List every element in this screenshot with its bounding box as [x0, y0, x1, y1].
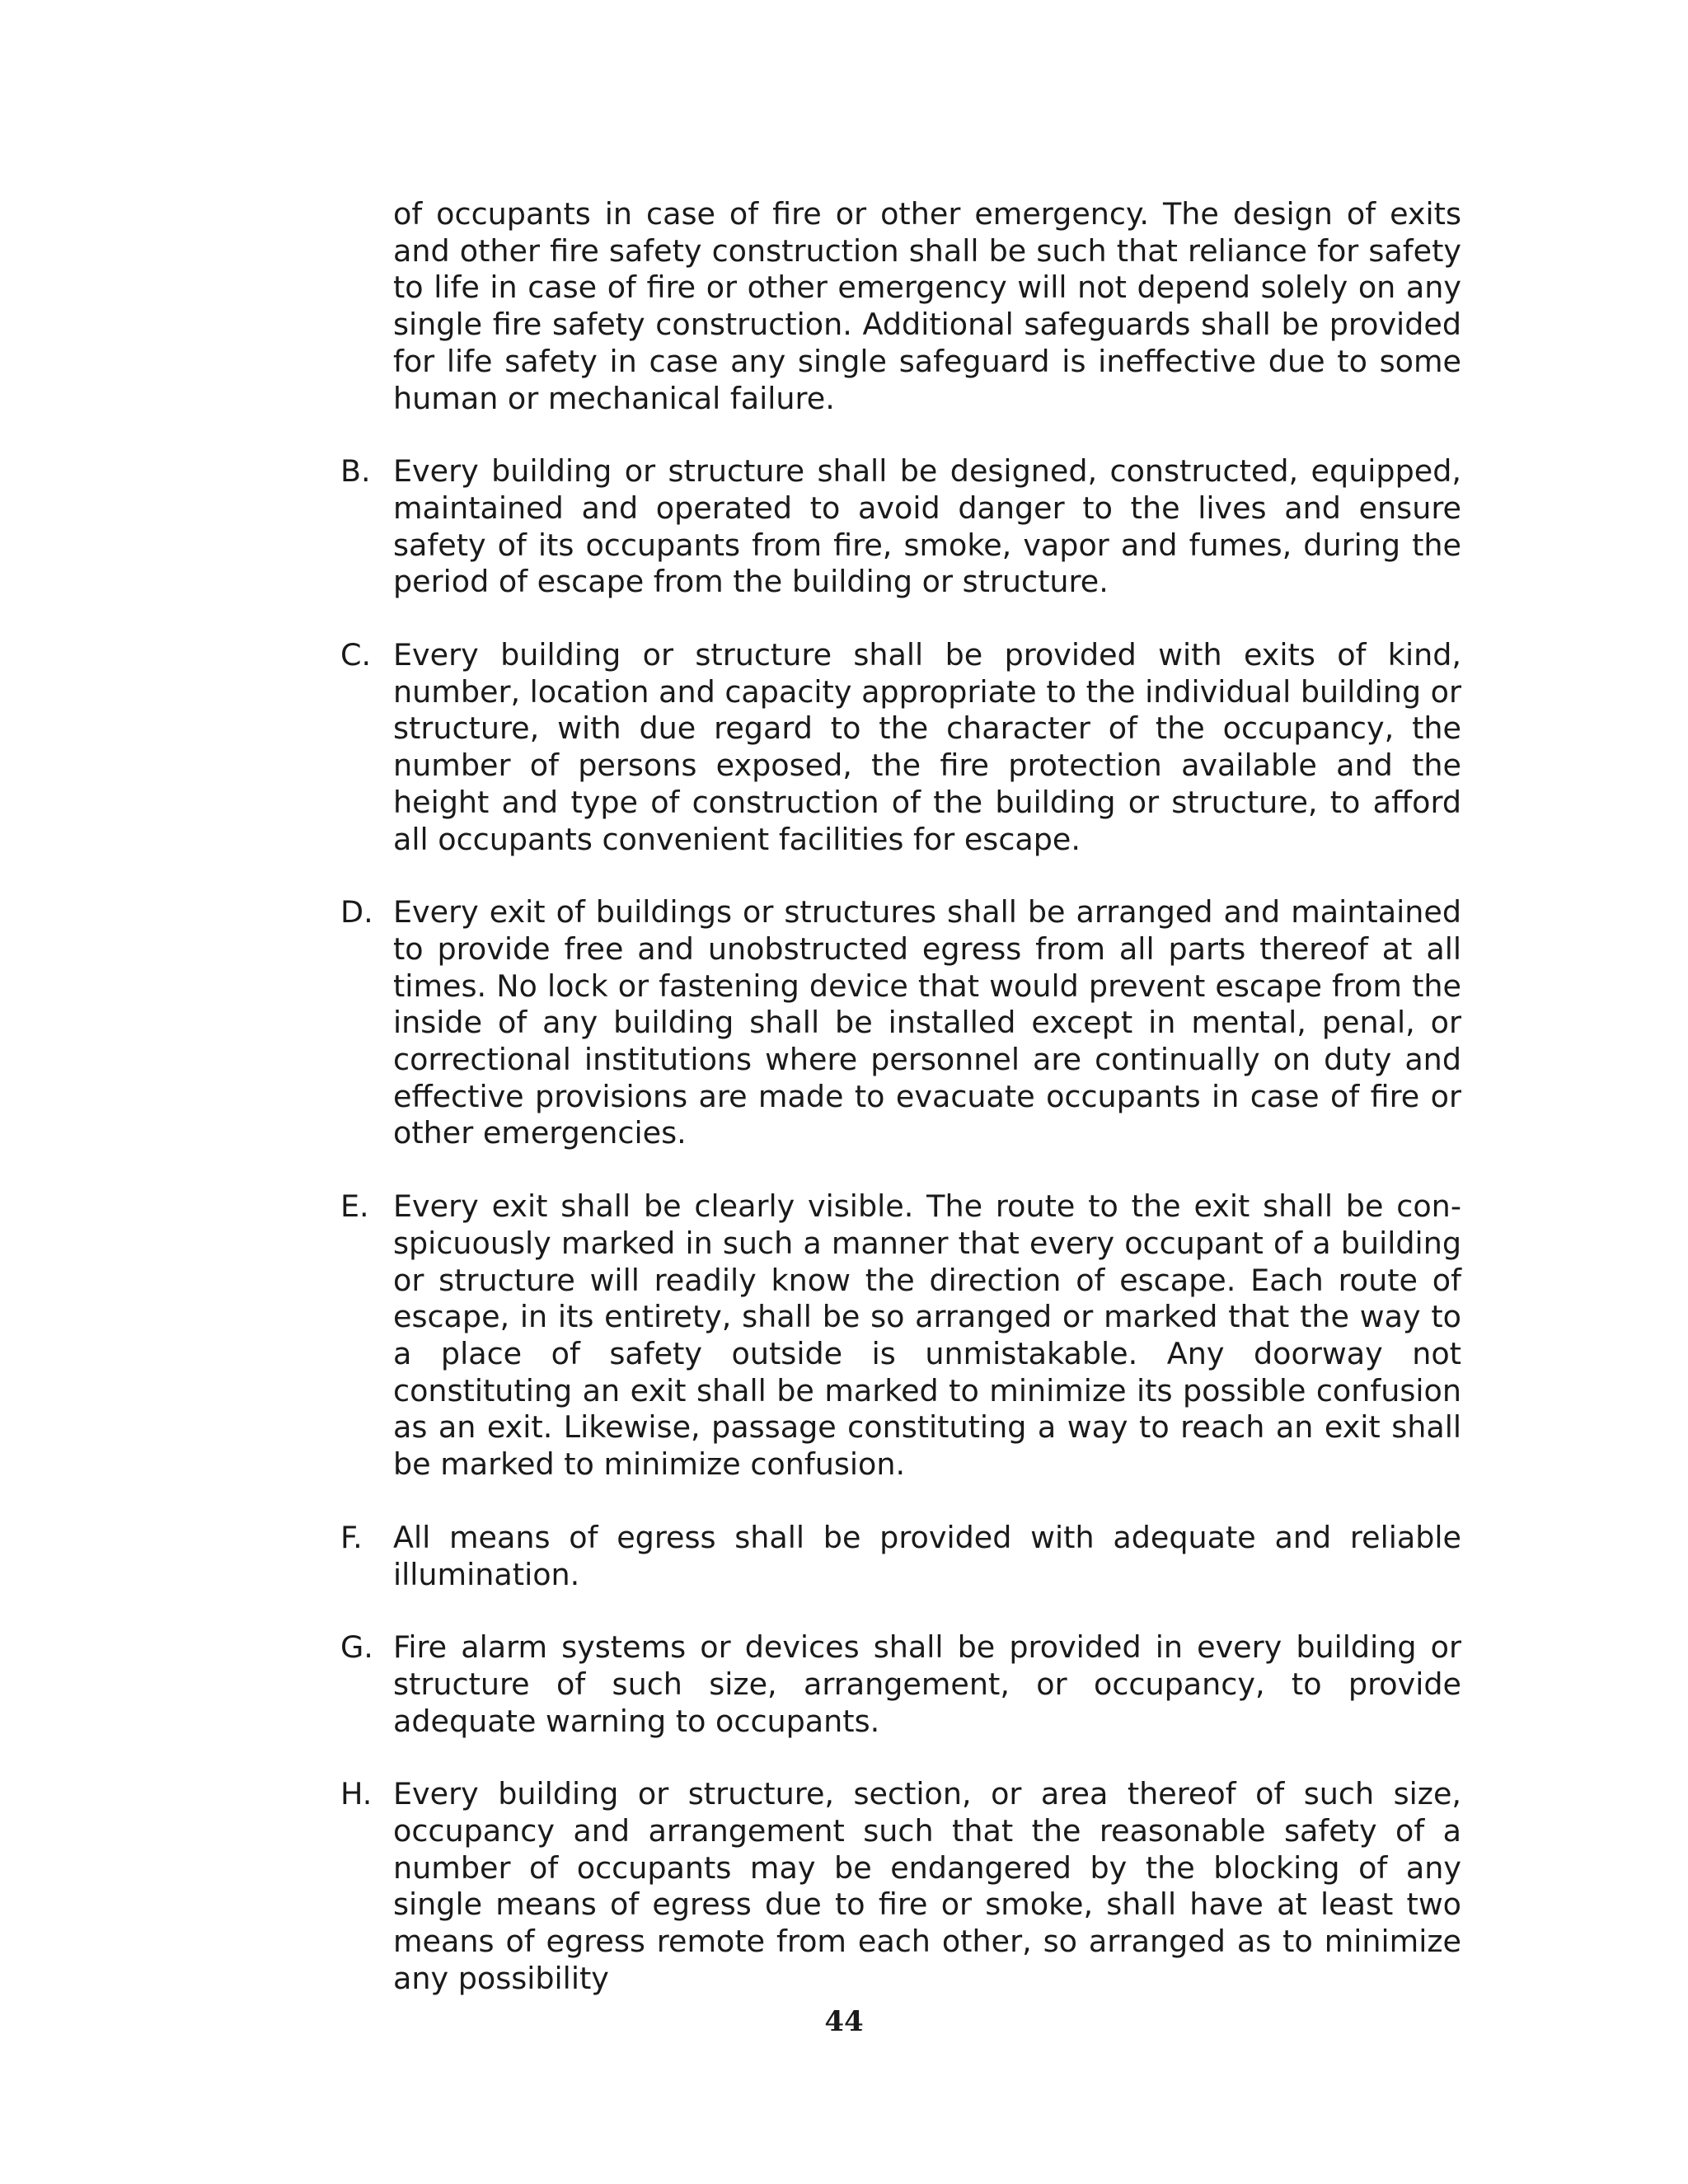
list-item-e — [340, 1188, 1461, 1483]
list-item-letter: E. — [340, 1188, 369, 1225]
list-item-b — [340, 453, 1461, 601]
list-item-h — [340, 1776, 1461, 1997]
list-item-text: All means of egress shall be provided with adequate and reliable illumination. — [393, 1519, 1461, 1592]
list-item-text: Every exit shall be clearly visible. The route to the exit shall be con-spicuously marked in such a manner that every occupant of a building or structure will readily know the direction of escape. Each route of escape, in its entirety, shall be so arranged or marked that the way to a place of safety outside is unmistakable. Any doorway not constituting an exit shall be marked to minimize its possible confusion as an exit. Likewise, passage constituting a way to reach an exit shall be marked to minimize confusion. — [393, 1188, 1461, 1483]
list-item-letter: B. — [340, 453, 371, 490]
list-item-g — [340, 1629, 1461, 1740]
list-item-letter: D. — [340, 894, 373, 930]
page-number: 44 — [824, 2005, 864, 2038]
list-item-c — [340, 637, 1461, 858]
list-item-letter: F. — [340, 1519, 363, 1555]
list-item-f — [340, 1520, 1461, 1593]
list-item-text: Every building or structure shall be provided with exits of kind, number, location and capacity appropriate to the individual building or structure, with due regard to the character of the occupancy, the number of persons exposed, the fire protection available and the height and type of construction of the building or structure, to afford all occupants convenient facilities for escape. — [393, 637, 1461, 857]
list-item-letter: C. — [340, 637, 372, 673]
list-item-text: Every building or structure, section, or area thereof of such size, occupancy and arrangement such that the reasonable safety of a number of occupants may be endangered by the blocking of any single means of egress due to fire or smoke, shall have at least two means of egress remote from each other, so arranged as to minimize any possibility — [393, 1776, 1461, 1996]
list-item-letter: H. — [340, 1776, 373, 1812]
list-item-d — [340, 894, 1461, 1152]
list-item-letter: G. — [340, 1629, 373, 1666]
continuation-paragraph: of occupants in case of fire or other emergency. The design of exits and other fire safety construction shall be such that reliance for safety to life in case of fire or other emergency will not depend solely on any single fire safety construction. Additional safeguards shall be provided for life safety in case any single safeguard is ineffective due to some human or mechanical failure. — [393, 196, 1461, 416]
list-item-text: Fire alarm systems or devices shall be provided in every building or structure of such size, arrangement, or occupancy, to provide adequate warning to occupants. — [393, 1629, 1461, 1739]
list-item-text: Every exit of buildings or structures shall be arranged and maintained to provide free and unobstructed egress from all parts thereof at all times. No lock or fastening device that would prevent escape from the inside of any building shall be installed except in mental, penal, or correctional institutions where personnel are continually on duty and effective provisions are made to evacuate occupants in case of fire or other emergencies. — [393, 894, 1461, 1151]
list-item-text: Every building or structure shall be designed, constructed, equipped, maintained and operated to avoid danger to the lives and ensure safety of its occupants from fire, smoke, vapor and fumes, during the period of escape from the building or structure. — [393, 453, 1461, 600]
document-body — [340, 196, 1461, 1998]
